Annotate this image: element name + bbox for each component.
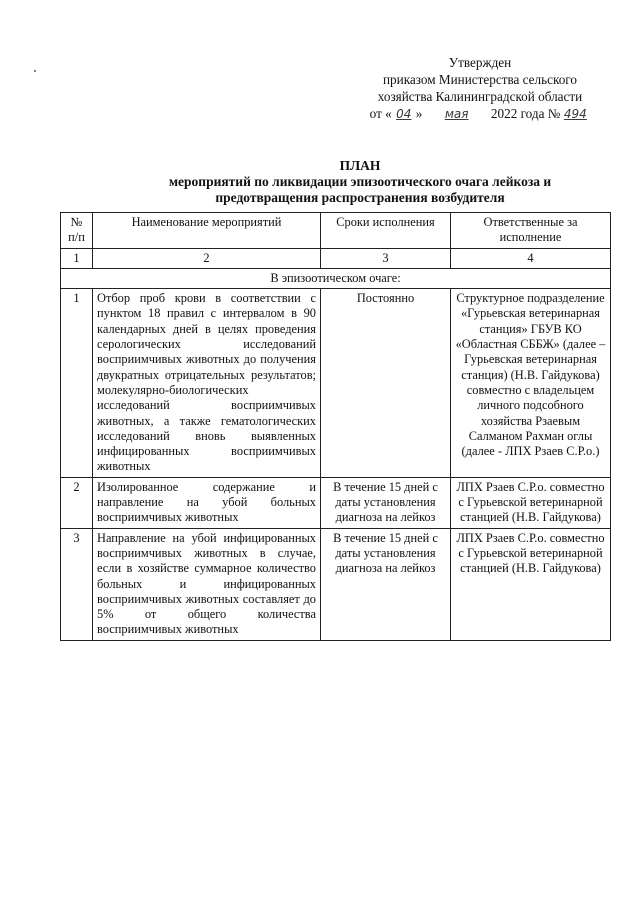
header-number: № п/п	[61, 213, 93, 249]
row-responsible: ЛПХ Рзаев С.Р.о. совместно с Гурьевской ветеринарной станцией (Н.В. Гайдукова)	[451, 477, 611, 528]
row-number: 3	[61, 528, 93, 640]
row-term: Постоянно	[321, 289, 451, 478]
row-measure: Отбор проб крови в соответствии с пунктом 18 правил с интервалом в 90 календарных дней в целях проведения серологических исследований восприимчивых животных до получения двукратных отрицательных результатов; молекулярно-биологических исследований восприимчивых животных, а также гематологических исследований вновь выявленных инфицированных восприимчивых животных	[93, 289, 321, 478]
row-responsible: ЛПХ Рзаев С.Р.о. совместно с Гурьевской ветеринарной станцией (Н.В. Гайдукова)	[451, 528, 611, 640]
column-number: 3	[321, 248, 451, 268]
column-number: 2	[93, 248, 321, 268]
date-prefix: от «	[369, 106, 392, 121]
row-responsible: Структурное подразделение «Гурьевская ветеринарная станция» ГБУВ КО «Областная СББЖ» (далее – Гурьевская ветеринарная станция) (Н.В. Гайдукова) совместно с владельцем личного подсобного хозяйства Рзаевым Салманом Рахман оглы (далее - ЛПХ Рзаев С.Р.о.)	[451, 289, 611, 478]
plan-table	[60, 212, 611, 641]
column-number: 4	[451, 248, 611, 268]
table-row	[61, 289, 611, 478]
section-row	[61, 268, 611, 288]
plan-title	[60, 158, 640, 206]
date-year: 2022 года №	[490, 106, 561, 121]
approval-line-1: Утвержден	[448, 55, 512, 70]
header-name: Наименование мероприятий	[93, 213, 321, 249]
row-number: 1	[61, 289, 93, 478]
date-mid: »	[415, 106, 423, 121]
row-term: В течение 15 дней с даты установления диагноза на лейкоз	[321, 477, 451, 528]
row-measure: Направление на убой инфицированных восприимчивых животных в случае, если в хозяйстве суммарное количество больных и инфицированных восприимчивых животных составляет до 5% от общего количества восприимчивых животных	[93, 528, 321, 640]
approval-block	[340, 54, 620, 123]
date-day-handwritten: 04	[396, 107, 412, 121]
order-number-handwritten: 494	[563, 107, 587, 121]
approval-date-line	[340, 105, 620, 123]
date-month-handwritten: мая	[444, 107, 469, 121]
table-row	[61, 477, 611, 528]
header-responsible: Ответственные за исполнение	[451, 213, 611, 249]
approval-line-3: хозяйства Калининградской области	[377, 89, 583, 104]
header-term: Сроки исполнения	[321, 213, 451, 249]
row-measure: Изолированное содержание и направление на убой больных восприимчивых животных	[93, 477, 321, 528]
table-header-row	[61, 213, 611, 249]
plan-title-main: ПЛАН	[339, 158, 381, 173]
approval-line-2: приказом Министерства сельского	[383, 72, 577, 87]
scan-speck	[34, 70, 36, 72]
row-term: В течение 15 дней с даты установления диагноза на лейкоз	[321, 528, 451, 640]
row-number: 2	[61, 477, 93, 528]
column-number: 1	[61, 248, 93, 268]
plan-title-line-3: предотвращения распространения возбудителя	[215, 190, 505, 205]
section-heading: В эпизоотическом очаге:	[61, 268, 611, 288]
plan-title-line-2: мероприятий по ликвидации эпизоотического очага лейкоза и	[168, 174, 552, 189]
table-row	[61, 528, 611, 640]
column-number-row	[61, 248, 611, 268]
